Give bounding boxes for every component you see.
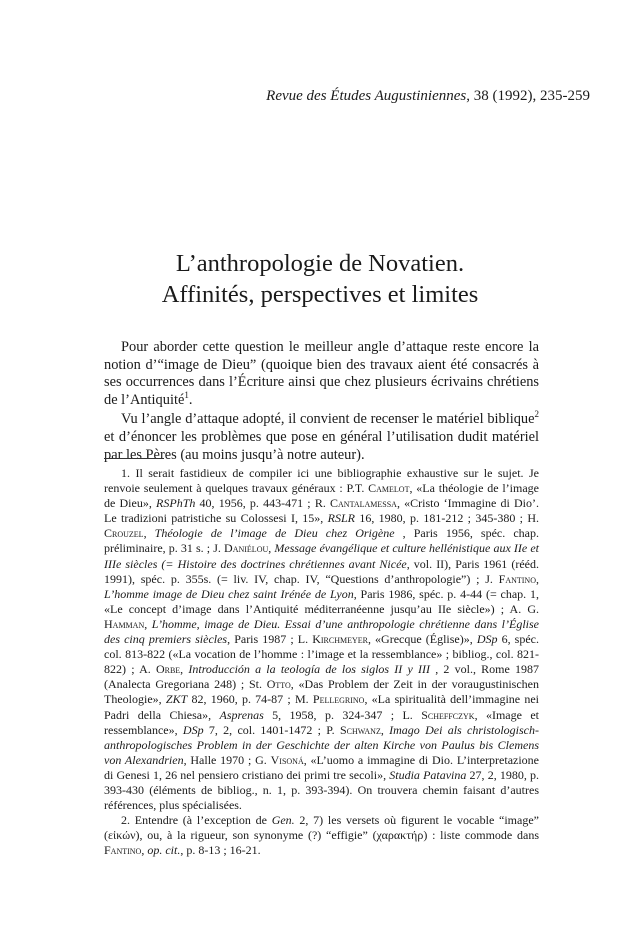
footnotes	[104, 466, 539, 858]
footnote-2: 2. Entendre (à l’exception de Gen. 2, 7) les versets où figurent le vocable “image” (εἰκών), ou, à la rigueur, son synonyme (?) “effigie” (χαρακτήρ) : liste commode dans Fantino, op. cit., p. 8-13 ; 16-21.	[104, 813, 539, 858]
footnote-ref-2[interactable]: 2	[534, 409, 539, 420]
journal-volume: , 38 (1992), 235-259	[466, 88, 590, 104]
paragraph-1: Pour aborder cette question le meilleur angle d’attaque reste encore la notion d’“image de Dieu” (quoique bien des travaux aient été consacrés à ses occurrences dans l’Écriture ainsi que chez plusieurs écrivains chrétiens de l’Antiquité$^1$.	[104, 339, 539, 408]
journal-title: Revue des Études Augustiniennes	[266, 88, 467, 104]
footnote-1: 1. Il serait fastidieux de compiler ici une bibliographie exhaustive sur le sujet. Je renvoie seulement à quelques travaux généraux : P.T. Camelot, «La théologie de l’image de Dieu», RSPhTh 40, 1956, p. 443-471 ; R. Cantalamessa, «Cristo ‘Immagine di Dio’. Le tradizioni patristiche su Colossesi I, 15», RSLR 16, 1980, p. 181-212 ; 345-380 ; H. Crouzel, Théologie de l’image de Dieu chez Origène , Paris 1956, spéc. chap. préliminaire, p. 31 s. ; J. Daniélou, Message évangélique et culture hellénistique aux IIe et IIIe siècles (= Histoire des doctrines chrétiennes avant Nicée, vol. II), Paris 1961 (rééd. 1991), spéc. p. 355s. (= liv. IV, chap. IV, “Questions d’anthropologie”) ; J. Fantino, L’homme image de Dieu chez saint Irénée de Lyon, Paris 1986, spéc. p. 4-44 (= chap. 1, «Le concept d’image dans l’Antiquité méditerranéenne jusqu’au IIe siècle») ; A. G. Hamman, L’homme, image de Dieu. Essai d’une anthropologie chrétienne dans l’Église des cinq premiers siècles, Paris 1987 ; L. Kirchmeyer, «Grecque (Église)», DSp 6, spéc. col. 813-822 («La vocation de l’homme : l’image et la ressemblance» ; bibliog., col. 821-822) ; A. Orbe, Introducción a la teología de los siglos II y III , 2 vol., Rome 1987 (Analecta Gregoriana 248) ; St. Otto, «Das Problem der Zeit in der voraugustinischen Theologie», ZKT 82, 1960, p. 74-87 ; M. Pellegrino, «La spiritualità dell’immagine nei Padri della Chiesa», Asprenas 5, 1958, p. 324-347 ; L. Scheffczyk, «Image et ressemblance», DSp 7, 2, col. 1401-1472 ; P. Schwanz, Imago Dei als christologisch-anthropologisches Problem in der Geschichte der alten Kirche von Paulus bis Clemens von Alexandrien, Halle 1970 ; G. Visoná, «L’uomo a immagine di Dio. L’interpretazione di Genesi 1, 26 nel pensiero cristiano dei primi tre secoli», Studia Patavina 27, 2, 1980, p. 393-430 (éléments de bibliog., n. 1, p. 393-394). On trouvera chemin faisant d’autres références, plus spécialisées.	[104, 466, 540, 813]
journal-header	[230, 88, 590, 105]
footnote-ref-1[interactable]: 1	[184, 389, 189, 400]
paragraph-2: Vu l’angle d’attaque adopté, il convient de recenser le matériel biblique$^2$ et d’énoncer les problèmes que pose en général l’utilisation dudit matériel par les Pères (au moins jusqu’à notre auteur).	[104, 409, 539, 463]
title-line-2: Affinités, perspectives et limites	[161, 281, 479, 308]
body-text	[104, 339, 539, 464]
article-title	[90, 248, 550, 310]
title-line-1: L’anthropologie de Novatien.	[175, 250, 465, 277]
footnote-divider	[104, 458, 164, 459]
